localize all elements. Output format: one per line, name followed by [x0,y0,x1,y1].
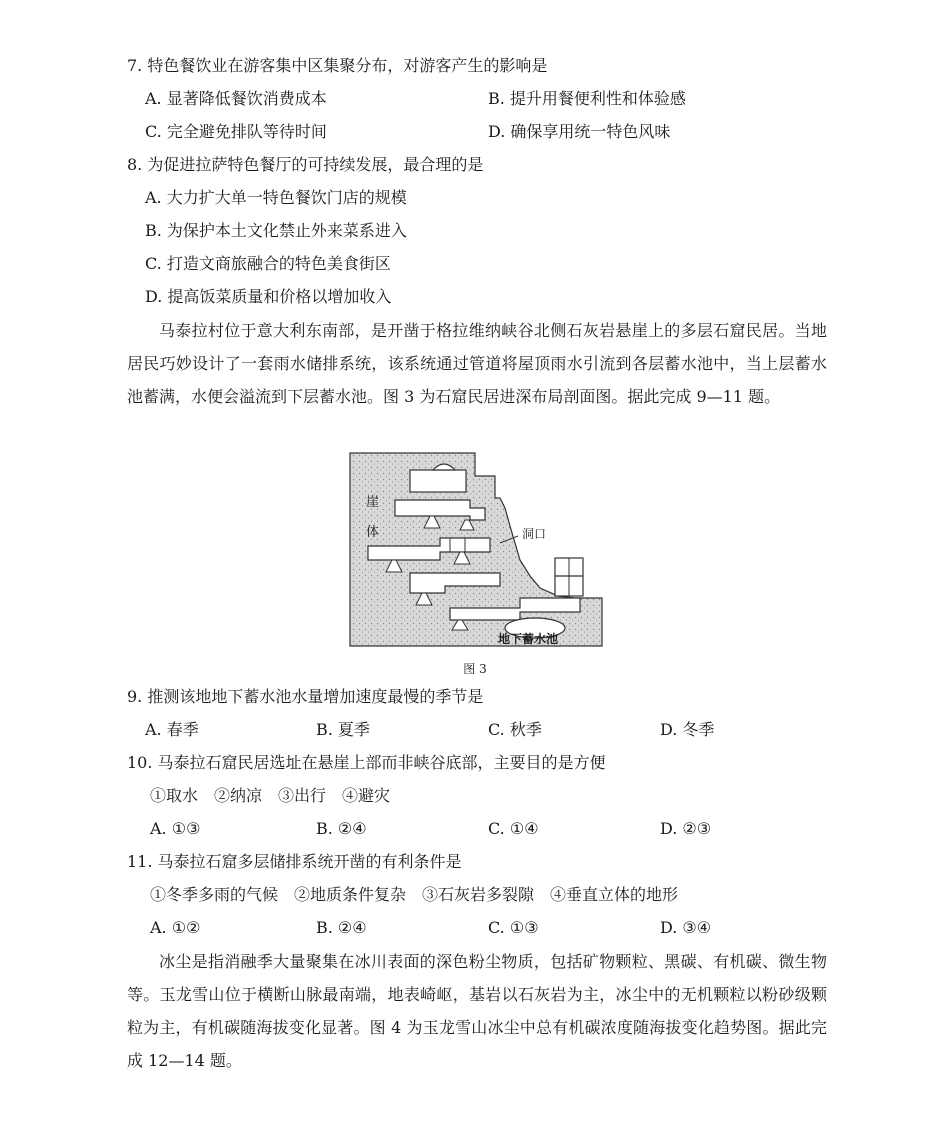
q9-option-a: A. 春季 [145,720,199,739]
q7-option-c: C. 完全避免排队等待时间 [145,122,327,141]
passage-dust-text: 冰尘是指消融季大量聚集在冰川表面的深色粉尘物质，包括矿物颗粒、黑碳、有机碳、微生物等。玉龙雪山位于横断山脉最南端，地表崎岖，基岩以石灰岩为主，冰尘中的无机颗粒以粉砂级颗粒为主，有机碳随海拔变化显著。图 4 为玉龙雪山冰尘中总有机碳浓度随海拔变化趋势图。据此完成 12—14 题。 [127,952,827,1070]
label-opening: 洞口 [522,527,547,541]
q10-option-a: A. ①③ [150,819,201,838]
q8-option-c: C. 打造文商旅融合的特色美食街区 [145,254,391,273]
q11-option-a: A. ①② [150,918,201,937]
q7-option-d: D. 确保享用统一特色风味 [488,122,671,141]
q9-option-d: D. 冬季 [660,720,715,739]
label-cliff-2: 体 [366,524,380,539]
q8-option-a: A. 大力扩大单一特色餐饮门店的规模 [145,188,407,207]
chamber-top [410,470,466,492]
q10-option-c: C. ①④ [488,819,539,838]
q10-option-d: D. ②③ [660,819,712,838]
label-cistern: 地下蓄水池 [498,632,559,646]
q11-items: ①冬季多雨的气候 ②地质条件复杂 ③石灰岩多裂隙 ④垂直立体的地形 [150,885,679,904]
q10-items: ①取水 ②纳凉 ③出行 ④避灾 [150,786,391,805]
q11-option-c: C. ①③ [488,918,539,937]
figure-3-caption: 图 3 [463,662,487,676]
q10-stem: 10. 马泰拉石窟民居选址在悬崖上部而非峡谷底部，主要目的是方便 [127,753,606,772]
q7-option-a: A. 显著降低餐饮消费成本 [145,89,327,108]
cave-section-diagram [340,448,610,653]
q9-stem: 9. 推测该地地下蓄水池水量增加速度最慢的季节是 [127,687,484,706]
label-cliff-1: 崖 [366,494,380,509]
figure-3 [340,448,610,653]
passage-matera [127,314,827,413]
q8-option-d: D. 提高饭菜质量和价格以增加收入 [145,287,392,306]
q11-stem: 11. 马泰拉石窟多层储排系统开凿的有利条件是 [127,852,462,871]
q9-option-b: B. 夏季 [316,720,370,739]
q7-stem: 7. 特色餐饮业在游客集中区集聚分布，对游客产生的影响是 [127,56,548,75]
q8-stem: 8. 为促进拉萨特色餐厅的可持续发展，最合理的是 [127,155,484,174]
q7-option-b: B. 提升用餐便利性和体验感 [488,89,686,108]
passage-matera-text: 马泰拉村位于意大利东南部，是开凿于格拉维纳峡谷北侧石灰岩悬崖上的多层石窟民居。当地居民巧妙设计了一套雨水储排系统，该系统通过管道将屋顶雨水引流到各层蓄水池中，当上层蓄水池蓄满，水便会溢流到下层蓄水池。图 3 为石窟民居进深布局剖面图。据此完成 9—11 题。 [127,321,827,406]
q11-option-d: D. ③④ [660,918,712,937]
q10-option-b: B. ②④ [316,819,367,838]
q9-option-c: C. 秋季 [488,720,542,739]
passage-dust [127,945,827,1077]
q8-option-b: B. 为保护本土文化禁止外来菜系进入 [145,221,407,240]
q11-option-b: B. ②④ [316,918,367,937]
